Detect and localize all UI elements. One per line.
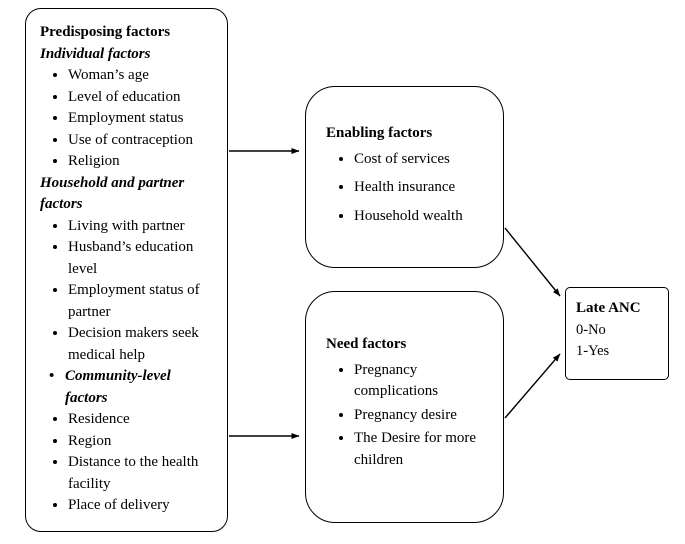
arrow-enabling-to-late-anc [505, 228, 560, 296]
enabling-factors-list [326, 149, 493, 228]
late-anc-title: Late ANC [576, 300, 641, 316]
list-item: • Cost of services [354, 149, 493, 171]
list-item: • The Desire for more children [354, 428, 493, 471]
list-item: • Decision makers seek medical help [68, 323, 221, 366]
outcome-line: 0-No [576, 321, 606, 338]
list-item: • Region [68, 431, 221, 453]
list-item: • Employment status [68, 108, 221, 130]
list-item: • Pregnancy desire [354, 405, 493, 427]
need-factors-list [326, 360, 493, 472]
need-title: Need factors [326, 336, 407, 352]
enabling-title: Enabling factors [326, 125, 433, 141]
individual-factors-list [40, 65, 221, 173]
predisposing-factors-box [25, 8, 228, 532]
list-item: • Residence [68, 409, 221, 431]
list-item: • Pregnancy complications [354, 360, 493, 403]
list-item: • Household wealth [354, 206, 493, 228]
individual-factors-heading: Individual factors [40, 45, 151, 62]
late-anc-outcome-box [565, 287, 669, 380]
list-item: • Religion [68, 151, 221, 173]
enabling-factors-box [305, 86, 504, 268]
community-level-factors-heading: • Community-level factors [40, 366, 190, 409]
predisposing-title: Predisposing factors [40, 24, 171, 40]
list-item: • Use of contraception [68, 130, 221, 152]
household-partner-factors-heading: Household and partner factors [40, 174, 185, 212]
list-item: • Husband’s education level [68, 237, 221, 280]
need-factors-box [305, 291, 504, 523]
list-item: • Place of delivery [68, 495, 221, 517]
list-item: • Distance to the health facility [68, 452, 221, 495]
arrow-need-to-late-anc [505, 354, 560, 418]
household-partner-factors-list [40, 216, 221, 367]
community-level-factors-list [40, 409, 221, 517]
list-item: • Living with partner [68, 216, 221, 238]
list-item: • Health insurance [354, 177, 493, 199]
list-item: • Level of education [68, 87, 221, 109]
outcome-line: 1-Yes [576, 342, 610, 359]
list-item: • Employment status of partner [68, 280, 221, 323]
list-item: • Woman’s age [68, 65, 221, 87]
